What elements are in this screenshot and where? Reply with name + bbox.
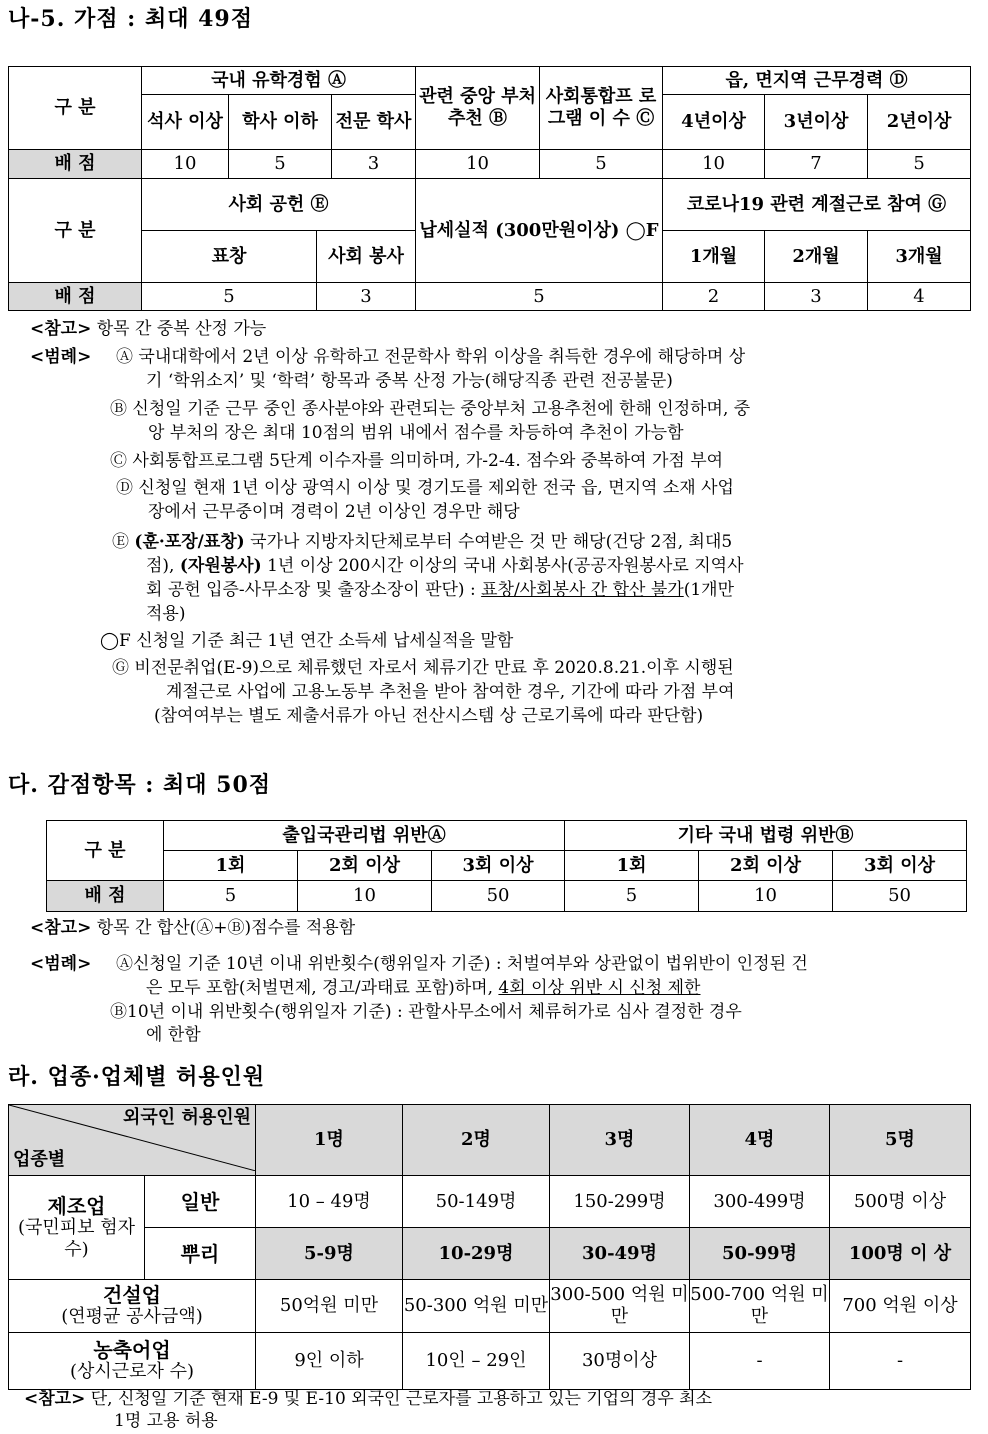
score-cell: 5 [868, 150, 971, 179]
score-cell: 50 [833, 881, 967, 912]
deduct-legend-label: <범례> [30, 954, 92, 974]
quota-value: - [830, 1333, 971, 1390]
legend-d-line1: Ⓓ 신청일 현재 1년 이상 광역시 이상 및 경기도를 제외한 전국 읍, 면지역 소재 사업 [116, 478, 734, 498]
count-col: 2회 이상 [699, 851, 833, 881]
tax-header: 납세실적 (300만원이상) ◯F [416, 179, 663, 283]
quota-value: 50-99명 [690, 1228, 830, 1280]
agr-label: 농축어업 [93, 1338, 171, 1362]
con-cell [9, 1280, 256, 1333]
quota-col: 3명 [550, 1105, 690, 1176]
col-label: 구 분 [9, 67, 142, 150]
score-cell: 50 [432, 881, 565, 912]
agr-sub: (상시근로자 수) [69, 1361, 195, 1382]
legend-a-line2: 기 ‘학위소지’ 및 ‘학력’ 항목과 중복 산정 가능(해당직종 관련 전공불문) [146, 371, 673, 391]
score-label: 배 점 [9, 283, 142, 311]
quota-value: 500-700 억원 미만 [690, 1280, 830, 1333]
score-label: 배 점 [9, 150, 142, 179]
legend-g-line3: (참여여부는 별도 제출서류가 아닌 전산시스템 상 근로기록에 따라 판단함) [154, 706, 704, 726]
score-cell: 10 [699, 881, 833, 912]
quota-col: 4명 [690, 1105, 830, 1176]
count-col: 2회 이상 [298, 851, 432, 881]
quota-col: 2명 [403, 1105, 550, 1176]
quota-value: 300-500 억원 미만 [550, 1280, 690, 1333]
quota-col: 5명 [830, 1105, 971, 1176]
deduct-note: <참고> 항목 간 합산(Ⓐ+Ⓑ)점수를 적용함 [30, 918, 356, 938]
study-group-header: 국내 유학경험 Ⓐ [142, 67, 416, 95]
score-cell: 5 [229, 150, 332, 179]
contribution-col: 표창 [142, 231, 317, 283]
mfg-sub: (국민피보 험자 수) [17, 1216, 136, 1260]
score-cell: 5 [540, 150, 663, 179]
quota-value: 5-9명 [256, 1228, 403, 1280]
score-cell: 10 [298, 881, 432, 912]
mfg-root: 뿌리 [145, 1228, 256, 1280]
covid-col: 3개월 [868, 231, 971, 283]
legend-d-line2: 장에서 근무중이며 경력이 2년 이상인 경우만 해당 [148, 502, 520, 522]
legend-a-line1: Ⓐ 국내대학에서 2년 이상 유학하고 전문학사 학위 이상을 취득한 경우에 해당하며 상 [116, 347, 746, 367]
covid-col: 1개월 [663, 231, 765, 283]
quota-note-line2: 1명 고용 허용 [114, 1411, 218, 1431]
ministry-header: 관련 중앙 부처 추천 Ⓑ [416, 67, 540, 150]
agr-cell [9, 1333, 256, 1390]
legend-c-line1: Ⓒ 사회통합프로그램 5단계 이수자를 의미하며, 가-2-4. 점수와 중복하여 가점 부여 [110, 451, 724, 471]
note-label: <참고> [30, 319, 92, 339]
count-col: 3회 이상 [833, 851, 967, 881]
deduct-table [46, 820, 967, 912]
legend-g-line1: Ⓖ 비전문취업(E-9)으로 체류했던 자로서 체류기간 만료 후 2020.8.21.이후 시행된 [112, 658, 734, 678]
quota-value: 100명 이 상 [830, 1228, 971, 1280]
legend-b-line2: 앙 부처의 장은 최대 10점의 범위 내에서 점수를 차등하여 추천이 가능함 [148, 423, 684, 443]
bonus-note [30, 318, 266, 340]
quota-value: 150-299명 [550, 1176, 690, 1228]
header-bottom: 업종별 [13, 1149, 66, 1170]
legend-e-line1: Ⓔ (훈·포장/표창) 국가나 지방자치단체로부터 수여받은 것 만 해당(건당 2점, 최대5 [112, 532, 733, 552]
mfg-general: 일반 [145, 1176, 256, 1228]
section-title-deduct: 다. 감점항목 : 최대 50점 [8, 772, 272, 798]
quota-value: 10-29명 [403, 1228, 550, 1280]
quota-value: 30명이상 [550, 1333, 690, 1390]
note-text: 항목 간 중복 산정 가능 [96, 319, 267, 339]
rural-col: 3년이상 [765, 95, 868, 150]
rural-group-header: 읍, 면지역 근무경력 Ⓓ [663, 67, 971, 95]
quota-note: <참고> 단, 신청일 기준 현재 E-9 및 E-10 외국인 근로자를 고용하고 있는 기업의 경우 최소 [24, 1389, 713, 1409]
score-cell: 2 [663, 283, 765, 311]
mfg-label: 제조업 [47, 1193, 106, 1218]
other-group-header: 기타 국내 법령 위반Ⓑ [565, 821, 967, 851]
quota-value: 10인 – 29인 [403, 1333, 550, 1390]
legend-g-line2: 계절근로 사업에 고용노동부 추천을 받아 참여한 경우, 기간에 따라 가점 부여 [166, 682, 735, 702]
quota-diagonal-header [9, 1105, 256, 1176]
score-label: 배 점 [47, 881, 164, 912]
quota-value: 500명 이상 [830, 1176, 971, 1228]
contribution-col: 사회 봉사 [317, 231, 416, 283]
contribution-header: 사회 공헌 Ⓔ [142, 179, 416, 231]
score-cell: 5 [164, 881, 298, 912]
section-title-quota: 라. 업종·업체별 허용인원 [8, 1064, 266, 1090]
kiip-header: 사회통합프 로그램 이 수 Ⓒ [540, 67, 663, 150]
count-col: 1회 [164, 851, 298, 881]
imm-group-header: 출입국관리법 위반Ⓐ [164, 821, 565, 851]
score-cell: 3 [317, 283, 416, 311]
quota-value: 30-49명 [550, 1228, 690, 1280]
covid-col: 2개월 [765, 231, 868, 283]
deduct-legend-b-line1: Ⓑ10년 이내 위반횟수(행위일자 기준) : 관할사무소에서 체류허가로 심사 결정한 경우 [110, 1002, 742, 1022]
section-title-bonus: 나-5. 가점 : 최대 49점 [8, 6, 253, 32]
con-label: 건설업 [103, 1283, 161, 1307]
con-sub: (연평균 공사금액) [61, 1306, 203, 1327]
quota-value: 50-300 억원 미만 [403, 1280, 550, 1333]
quota-value: 50-149명 [403, 1176, 550, 1228]
quota-value: 10 – 49명 [256, 1176, 403, 1228]
score-cell: 5 [565, 881, 699, 912]
score-cell: 10 [142, 150, 229, 179]
bonus-table-2 [8, 178, 971, 311]
deduct-legend-a-line1: Ⓐ신청일 기준 10년 이내 위반횟수(행위일자 기준) : 처벌여부와 상관없이 법위반이 인정된 건 [116, 954, 808, 974]
quota-col: 1명 [256, 1105, 403, 1176]
quota-value: 700 억원 이상 [830, 1280, 971, 1333]
rural-col: 4년이상 [663, 95, 765, 150]
bonus-table-1 [8, 66, 971, 179]
quota-table [8, 1104, 971, 1390]
score-cell: 3 [765, 283, 868, 311]
study-col: 학사 이하 [229, 95, 332, 150]
score-cell: 5 [416, 283, 663, 311]
quota-value: - [690, 1333, 830, 1390]
legend-b-line1: Ⓑ 신청일 기준 근무 중인 종사분야와 관련되는 중앙부처 고용추천에 한해 인정하며, 중 [110, 399, 751, 419]
deduct-legend-b-line2: 에 한함 [146, 1025, 201, 1045]
deduct-legend-a-line2: 은 모두 포함(처벌면제, 경고/과태료 포함)하며, 4회 이상 위반 시 신청 제한 [146, 978, 701, 998]
legend-e-line3: 회 공헌 입증-사무소장 및 출장소장이 판단) : 표창/사회봉사 간 합산 불가(1개만 [146, 580, 734, 600]
count-col: 3회 이상 [432, 851, 565, 881]
quota-value: 9인 이하 [256, 1333, 403, 1390]
study-col: 석사 이상 [142, 95, 229, 150]
legend-f-line1: ◯F 신청일 기준 최근 1년 연간 소득세 납세실적을 말함 [100, 631, 514, 651]
col-label: 구 분 [9, 179, 142, 283]
score-cell: 10 [416, 150, 540, 179]
score-cell: 7 [765, 150, 868, 179]
score-cell: 3 [332, 150, 416, 179]
quota-value: 300-499명 [690, 1176, 830, 1228]
legend-e-line2: 점), (자원봉사) 1년 이상 200시간 이상의 국내 사회봉사(공공자원봉사로 지역사 [146, 556, 744, 576]
count-col: 1회 [565, 851, 699, 881]
score-cell: 10 [663, 150, 765, 179]
rural-col: 2년이상 [868, 95, 971, 150]
study-col: 전문 학사 [332, 95, 416, 150]
col-label: 구 분 [47, 821, 164, 881]
covid-header: 코로나19 관련 계절근로 참여 Ⓖ [663, 179, 971, 231]
score-cell: 5 [142, 283, 317, 311]
header-top: 외국인 허용인원 [123, 1107, 251, 1128]
legend-label: <범례> [30, 347, 92, 367]
score-cell: 4 [868, 283, 971, 311]
legend-e-line4: 적용) [146, 604, 186, 624]
quota-value: 50억원 미만 [256, 1280, 403, 1333]
mfg-cell [9, 1176, 145, 1280]
